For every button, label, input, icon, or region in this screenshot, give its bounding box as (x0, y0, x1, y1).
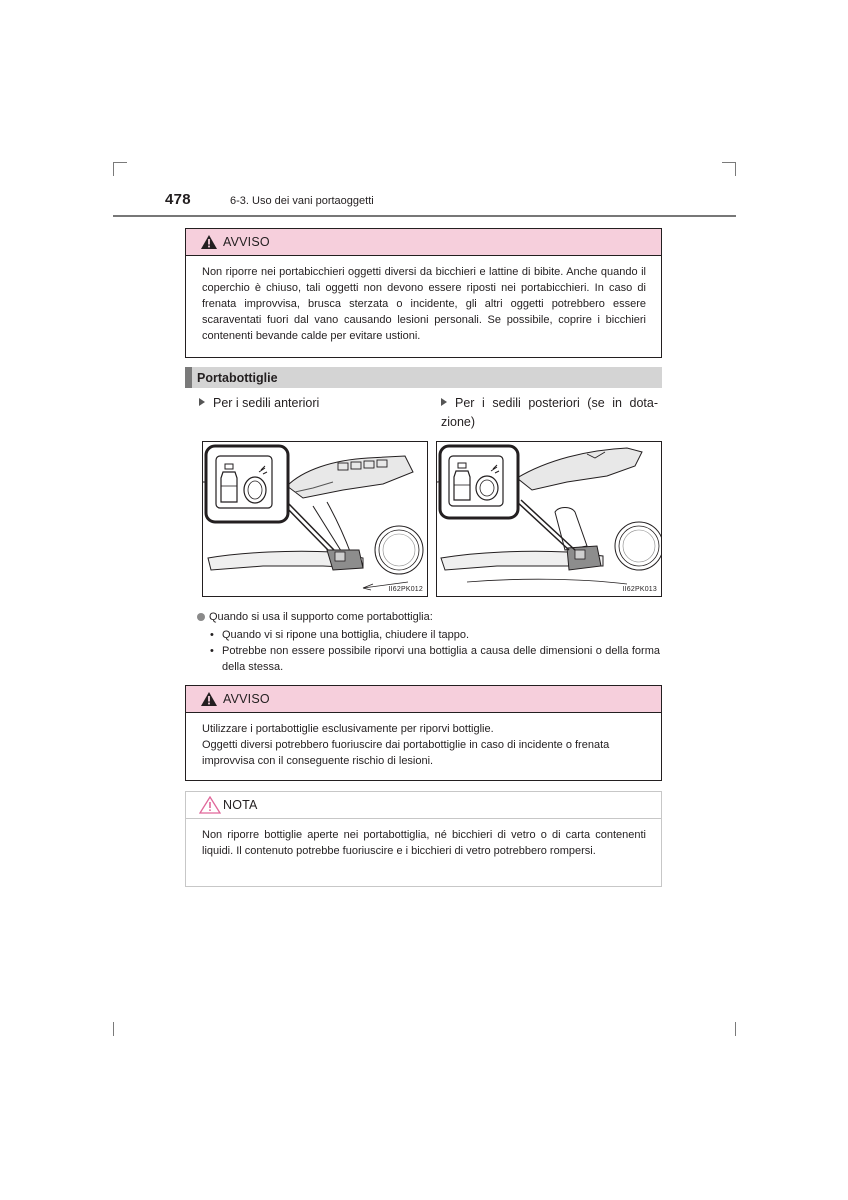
page-number: 478 (165, 191, 191, 208)
rear-door-illustration (437, 442, 661, 596)
crop-mark (735, 1022, 736, 1036)
warning-icon (201, 692, 217, 706)
header-rule (113, 215, 736, 217)
section-reference: 6-3. Uso dei vani portaoggetti (230, 195, 374, 207)
bullet-icon: • (210, 645, 214, 657)
warning-header (186, 229, 661, 256)
warning-text-line: Oggetti diversi potrebbero fuoriuscire dai portabottiglie in caso di incidente o frenata improvvisa con il conseguente rischio di lesioni. (202, 739, 610, 767)
figure-code: II62PK012 (388, 586, 423, 593)
circle-bullet-icon (197, 613, 205, 621)
caution-icon (199, 796, 221, 814)
figure-front-door (202, 441, 428, 597)
warning-body (186, 256, 661, 352)
usage-bullet-text: Quando vi si ripone una bottiglia, chiudere il tappo. (222, 629, 470, 641)
crop-mark (722, 162, 736, 163)
note-box (185, 791, 662, 887)
warning-label: AVVISO (223, 692, 270, 706)
triangle-bullet-icon (441, 398, 447, 406)
front-door-illustration (203, 442, 427, 596)
warning-body (186, 713, 661, 777)
crop-mark (113, 1022, 114, 1036)
subhead-front (199, 394, 419, 413)
warning-box (185, 685, 662, 781)
subhead-front-text: Per i sedili anteriori (213, 396, 320, 410)
crop-mark (735, 162, 736, 176)
section-marker (185, 367, 192, 388)
section-title: Portabottiglie (197, 371, 278, 385)
usage-bullet-text: Potrebbe non essere possibile riporvi una bottiglia a causa delle dimensioni o della forma della stessa. (222, 645, 660, 673)
subhead-rear (441, 394, 658, 432)
figure-code: II62PK013 (622, 586, 657, 593)
bullet-icon: • (210, 629, 214, 641)
usage-intro (197, 609, 433, 625)
crop-mark (113, 162, 127, 163)
triangle-bullet-icon (199, 398, 205, 406)
warning-header (186, 686, 661, 713)
note-label: NOTA (223, 798, 258, 812)
warning-icon (201, 235, 217, 249)
note-header (186, 792, 661, 819)
warning-text-line: Utilizzare i portabottiglie esclusivamente per riporvi bottiglie. (202, 723, 494, 735)
usage-bullet (210, 643, 660, 675)
usage-intro-text: Quando si usa il supporto come portabottiglia: (209, 611, 433, 623)
note-text: Non riporre bottiglie aperte nei portabottiglia, né bicchieri di vetro o di carta contenenti liquidi. Il contenuto potrebbe fuoriuscire e i bicchieri di vetro potrebbero rompersi. (202, 829, 646, 857)
crop-mark (113, 162, 114, 176)
usage-bullet (210, 627, 660, 643)
figure-rear-door (436, 441, 662, 597)
warning-text: Non riporre nei portabicchieri oggetti diversi da bicchieri e lattine di bibite. Anche quando il coperchio è chiuso, tali oggetti non devono essere riposti nei portabicchieri. In caso di frenata improvvisa, brusca sterzata o incidente, gli altri oggetti potrebbero essere scaraventati fuori dal vano causando lesioni personali. Se possibile, coprire i bicchieri contenenti bevande calde per evitare ustioni. (202, 266, 646, 342)
note-body (186, 819, 661, 867)
warning-label: AVVISO (223, 235, 270, 249)
warning-box (185, 228, 662, 358)
section-heading (185, 367, 662, 388)
subhead-rear-text: Per i sedili posteriori (se in dotazione) (441, 396, 658, 429)
